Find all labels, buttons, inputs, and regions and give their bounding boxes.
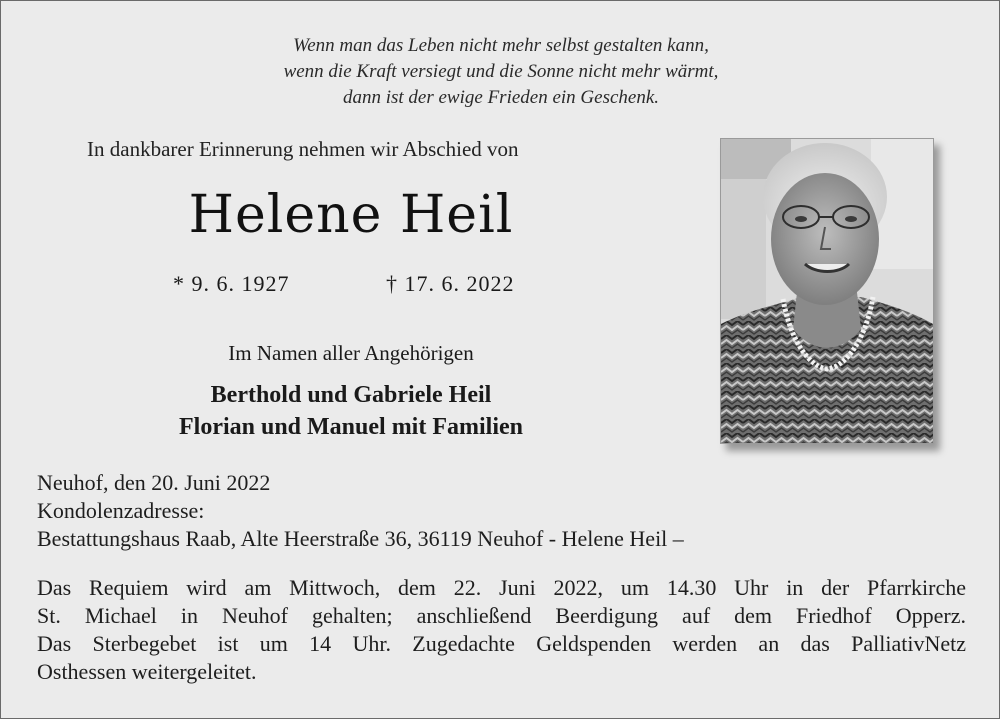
service-line: Osthessen weitergeleitet. xyxy=(37,659,257,684)
condolence-address: Bestattungshaus Raab, Alte Heerstraße 36, 36119 Neuhof - Helene Heil – xyxy=(37,526,684,551)
portrait-image xyxy=(721,139,933,443)
poem-line: Wenn man das Leben nicht mehr selbst gestalten kann, xyxy=(293,35,709,56)
service-line: Das Requiem wird am Mittwoch, dem 22. Juni 2022, um 14.30 Uhr in der Pfarrkirche xyxy=(37,575,966,600)
mourners-line: Florian und Manuel mit Familien xyxy=(178,414,523,440)
poem xyxy=(1,33,1000,111)
deceased-name: Helene Heil xyxy=(188,185,514,245)
service-line: Das Sterbegebet ist um 14 Uhr. Zugedachte Geldspenden werden an das PalliativNetz xyxy=(37,631,966,656)
birth-date: * 9. 6. 1927 xyxy=(173,271,290,296)
mourners-names xyxy=(1,379,701,443)
mourners-intro: Im Namen aller Angehörigen xyxy=(228,341,474,365)
condolence-label: Kondolenzadresse: xyxy=(37,498,205,523)
portrait-photo xyxy=(720,138,934,444)
poem-line: wenn die Kraft versiegt und die Sonne nicht mehr wärmt, xyxy=(283,61,719,82)
poem-line: dann ist der ewige Frieden ein Geschenk. xyxy=(342,87,660,108)
service-line: St. Michael in Neuhof gehalten; anschließend Beerdigung auf dem Friedhof Opperz. xyxy=(37,603,966,628)
intro-text: In dankbarer Erinnerung nehmen wir Abschied von xyxy=(87,137,519,161)
place-date: Neuhof, den 20. Juni 2022 xyxy=(37,470,271,495)
details-block xyxy=(37,469,967,553)
mourners-line: Berthold und Gabriele Heil xyxy=(210,382,492,408)
service-text xyxy=(37,574,966,686)
death-date: † 17. 6. 2022 xyxy=(386,271,515,296)
